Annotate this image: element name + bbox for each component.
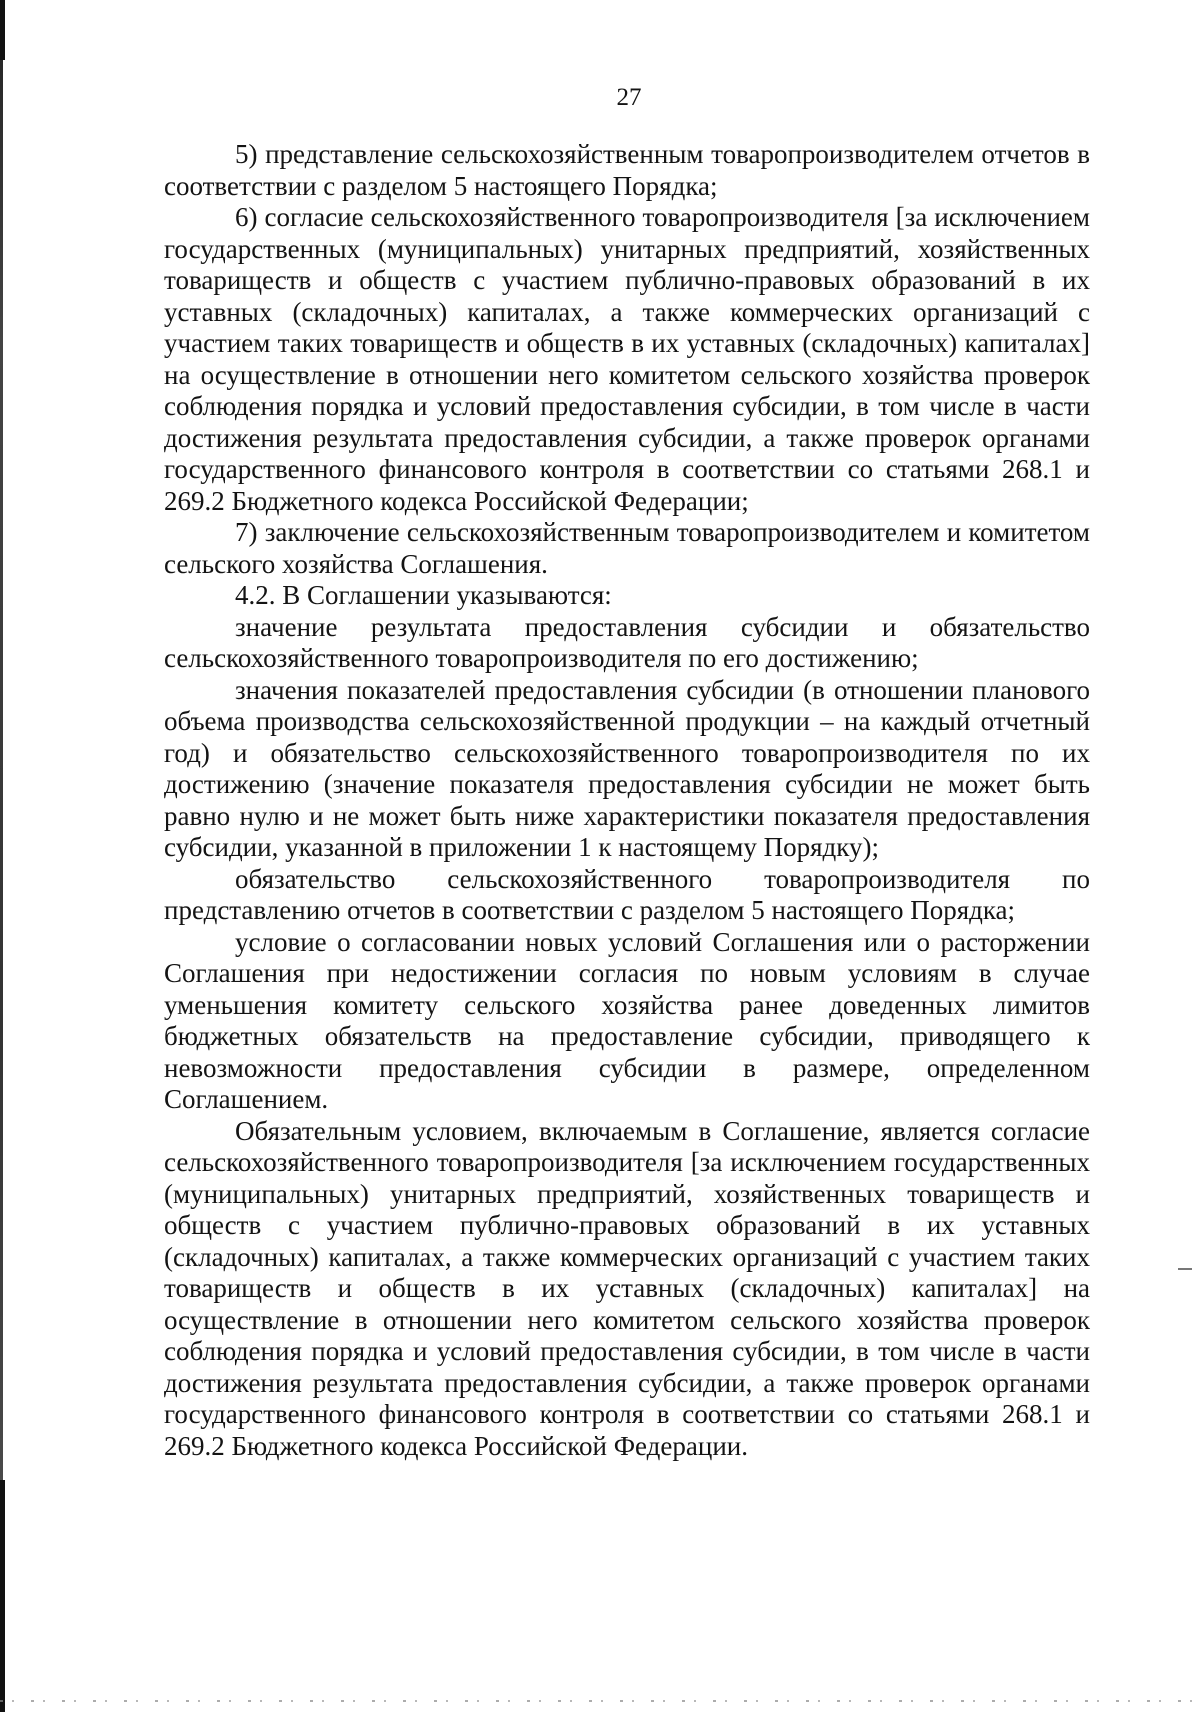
paragraph-result-value: значение результата предоставления субсидии и обязательство сельскохозяйственного товаропроизводителя по его достижению; [164,611,1090,673]
page-number: 27 [616,84,642,111]
paragraph-agreement-condition: условие о согласовании новых условий Соглашения или о расторжении Соглашения при недостижении согласия по новым условиям в случае уменьшения комитету сельского хозяйства ранее доведенных лимитов бюджетных обязательств на предоставление субсидии, приводящего к невозможности предоставления субсидии в размере, определенном Соглашением. [164,926,1090,1114]
scan-left-edge [0,0,3,1712]
scan-margin-mark [1178,1268,1192,1270]
paragraph-item-6: 6) согласие сельскохозяйственного товаропроизводителя [за исключением государственных (муниципальных) унитарных предприятий, хозяйственных товариществ и обществ с участием публично-правовых образований в их уставных (складочных) капиталах, а также коммерческих организаций с участием таких товариществ и обществ в их уставных (складочных) капиталах] на осуществление в отношении него комитетом сельского хозяйства проверок соблюдения порядка и условий предоставления субсидии, в том числе в части достижения результата предоставления субсидии, а также проверок органами государственного финансового контроля в соответствии со статьями 268.1 и 269.2 Бюджетного кодекса Российской Федерации; [164,202,1090,516]
paragraph-indicator-values: значения показателей предоставления субсидии (в отношении планового объема производства сельскохозяйственной продукции – на каждый отчетный год) и обязательство сельскохозяйственного товаропроизводителя по их достижению (значение показателя предоставления субсидии не может быть равно нулю и не может быть ниже характеристики показателя предоставления субсидии, указанной в приложении 1 к настоящему Порядку); [164,674,1090,862]
paragraph-mandatory-condition: Обязательным условием, включаемым в Соглашение, является согласие сельскохозяйственного товаропроизводителя [за исключением государственных (муниципальных) унитарных предприятий, хозяйственных товариществ и обществ с участием публично-правовых образований в их уставных (складочных) капиталах, а также коммерческих организаций с участием таких товариществ и обществ в их уставных (складочных) капиталах] на осуществление в отношении него комитетом сельского хозяйства проверок соблюдения порядка и условий предоставления субсидии, в том числе в части достижения результата предоставления субсидии, а также проверок органами государственного финансового контроля в соответствии со статьями 268.1 и 269.2 Бюджетного кодекса Российской Федерации. [164,1115,1090,1461]
paragraph-item-5: 5) представление сельскохозяйственным товаропроизводителем отчетов в соответствии с разделом 5 настоящего Порядка; [164,139,1090,201]
scan-bottom-noise [0,1700,1200,1702]
paragraph-reporting-obligation: обязательство сельскохозяйственного товаропроизводителя по представлению отчетов в соответствии с разделом 5 настоящего Порядка; [164,863,1090,925]
paragraph-item-7: 7) заключение сельскохозяйственным товаропроизводителем и комитетом сельского хозяйства Соглашения. [164,517,1090,579]
section-heading-4-2: 4.2. В Соглашении указываются: [235,580,612,610]
document-body [164,139,1090,1462]
scan-edge-mark [0,1480,5,1712]
scan-edge-mark [0,0,5,60]
